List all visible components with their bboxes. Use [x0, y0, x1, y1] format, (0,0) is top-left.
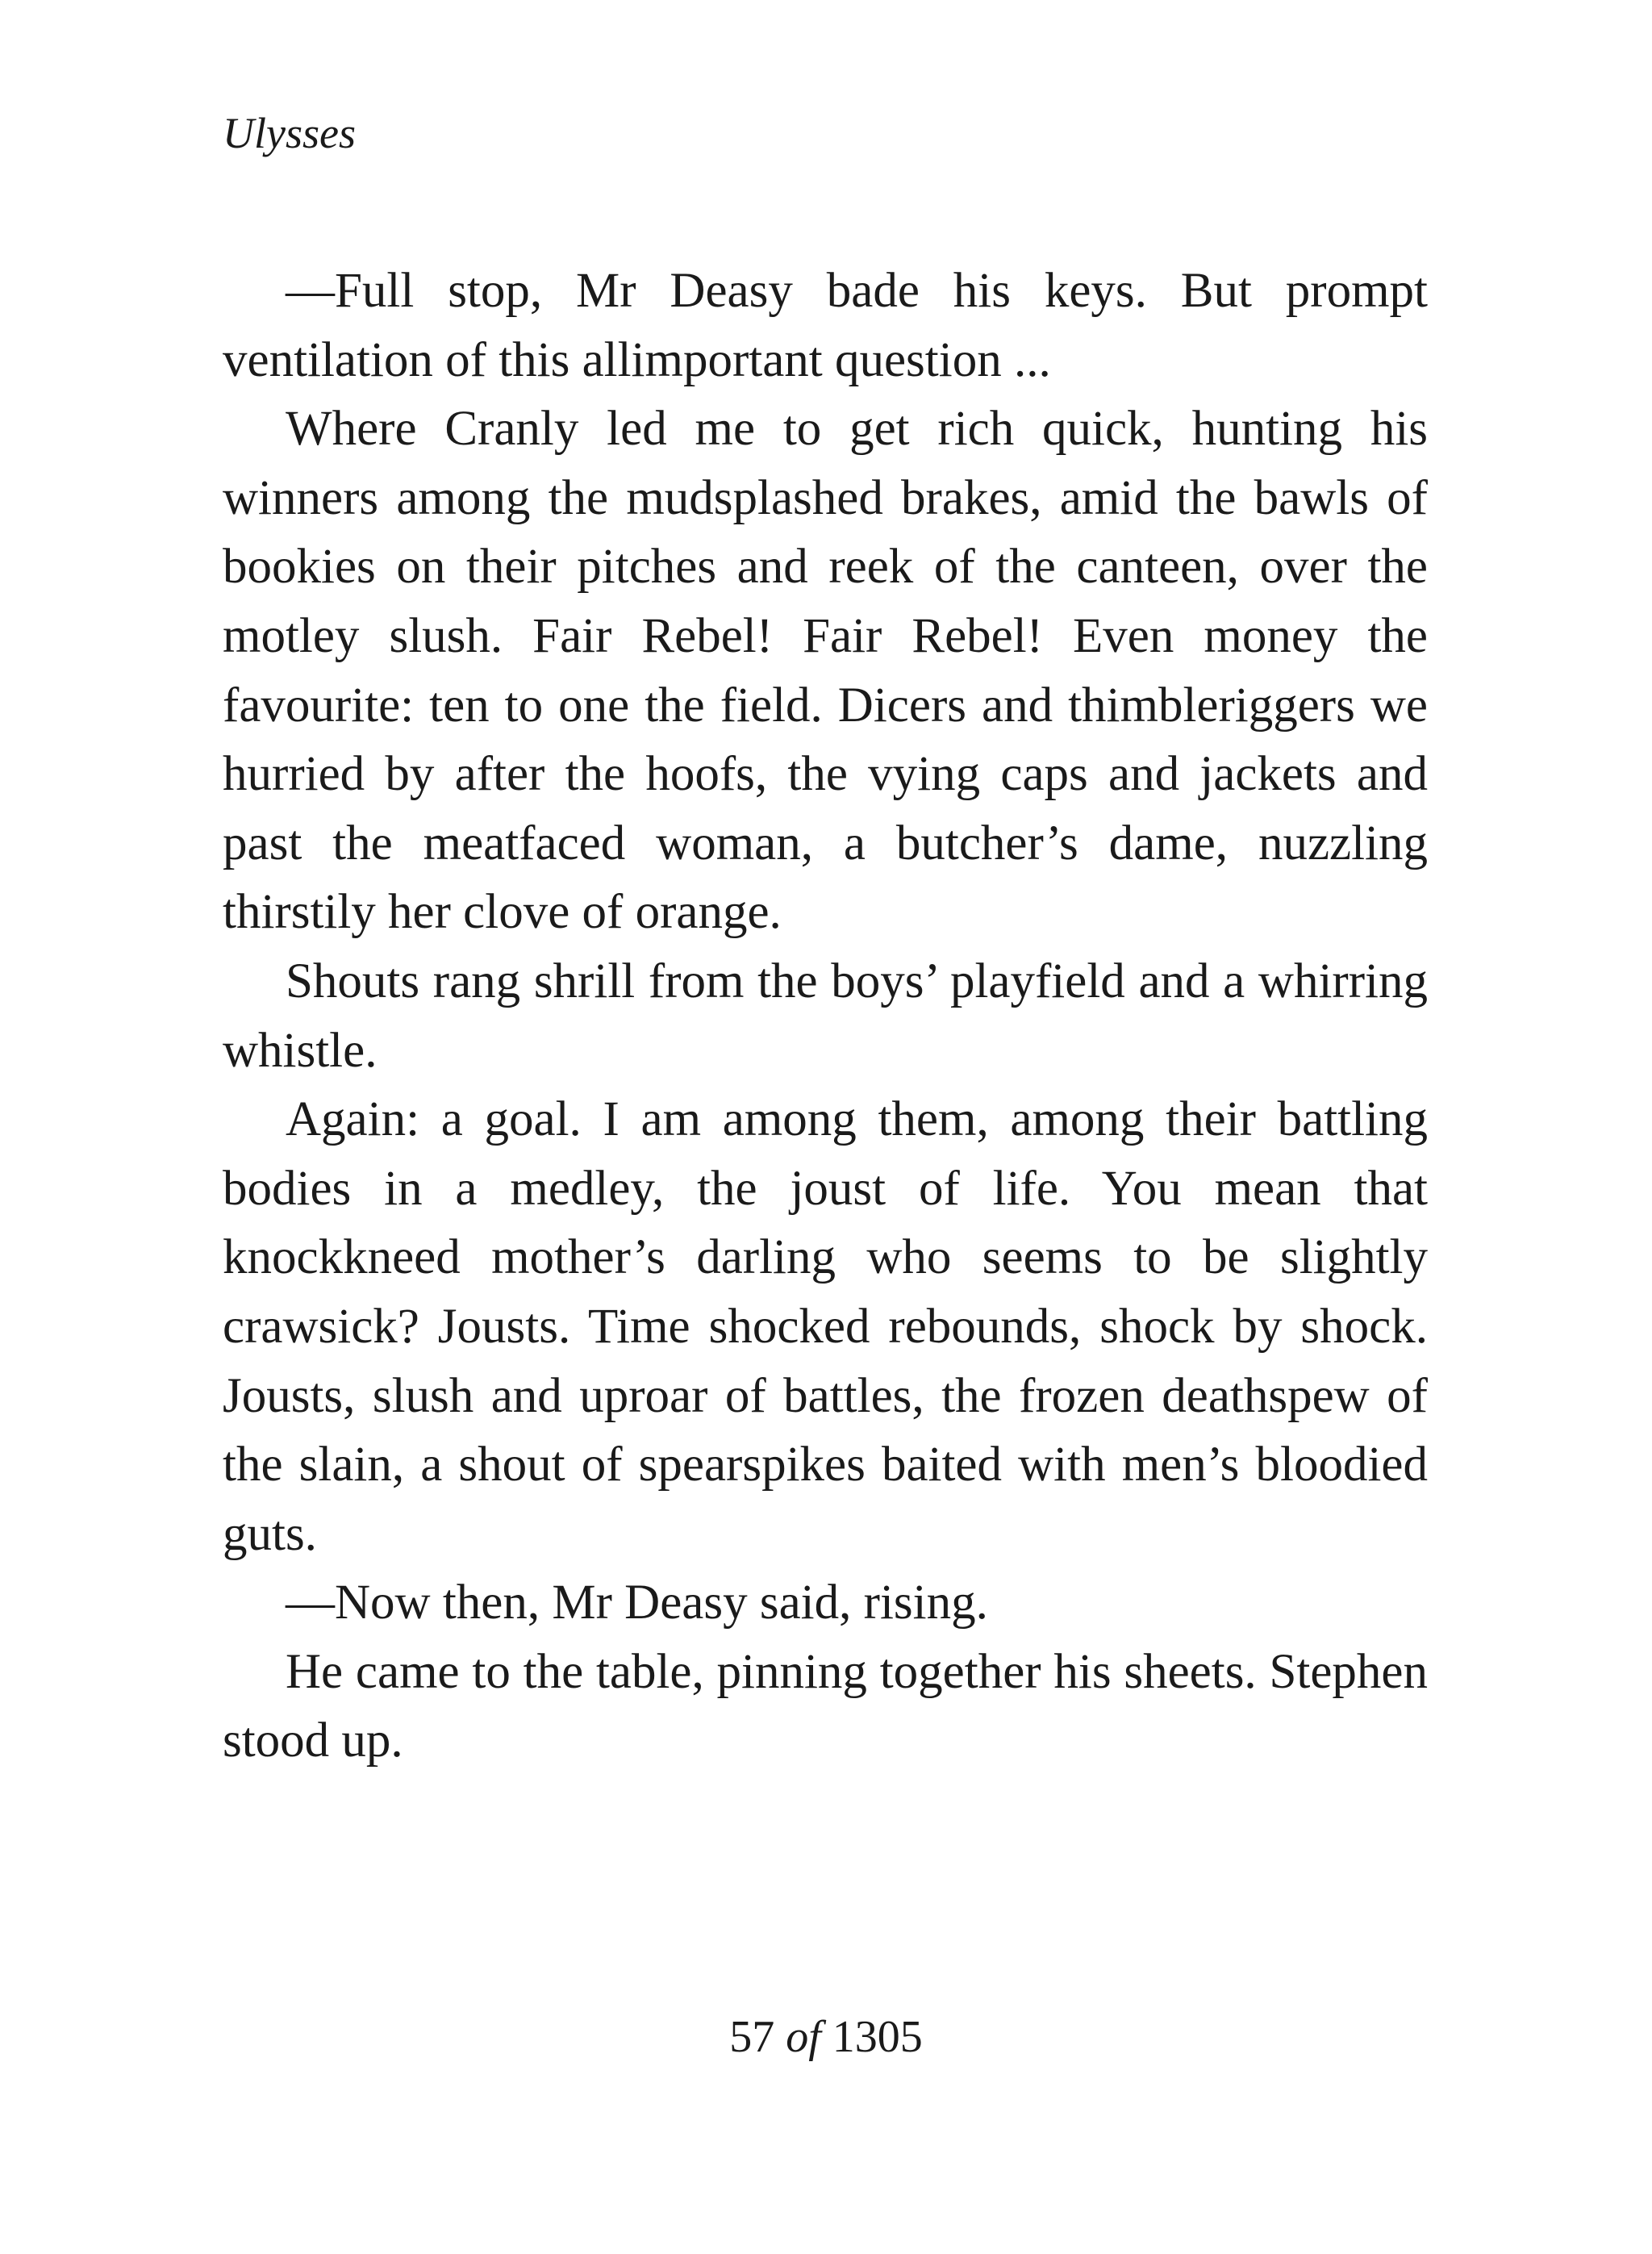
paragraph: He came to the table, pinning together his sheets. Stephen stood up. — [223, 1644, 1428, 1768]
paragraph: Again: a goal. I am among them, among their battling bodies in a medley, the joust of life. You mean that knockkneed mother’s darling who seems to be slightly crawsick? Jousts. Time shocked rebounds, shock by shock. Jousts, slush and uproar of battles, the frozen deathspew of the slain, a shout of spearspikes baited with men’s bloodied guts. — [223, 1092, 1428, 1561]
running-head-book-title: Ulysses — [223, 109, 356, 157]
total-page-count: 1305 — [832, 2012, 923, 2062]
paragraph: Where Cranly led me to get rich quick, hunting his winners among the mudsplashed brakes, amid the bawls of bookies on their pitches and reek of the canteen, over the motley slush. Fair Rebel! Fair Rebel! Even money the favourite: ten to one the field. Dicers and thimbleriggers we hurried by after the hoofs, the vying caps and jackets and past the meatfaced woman, a butcher’s dame, nuzzling thirstily her clove of orange. — [223, 402, 1428, 940]
paragraph: —Full stop, Mr Deasy bade his keys. But prompt ventilation of this allimportant question ... — [223, 264, 1428, 387]
paragraph: Shouts rang shrill from the boys’ playfield and a whirring whistle. — [223, 954, 1428, 1078]
page-number-indicator — [0, 2009, 1652, 2065]
paragraph: —Now then, Mr Deasy said, rising. — [286, 1576, 988, 1630]
current-page-number: 57 — [729, 2012, 775, 2062]
page-body-text — [223, 257, 1428, 1776]
of-label: of — [786, 2012, 821, 2062]
